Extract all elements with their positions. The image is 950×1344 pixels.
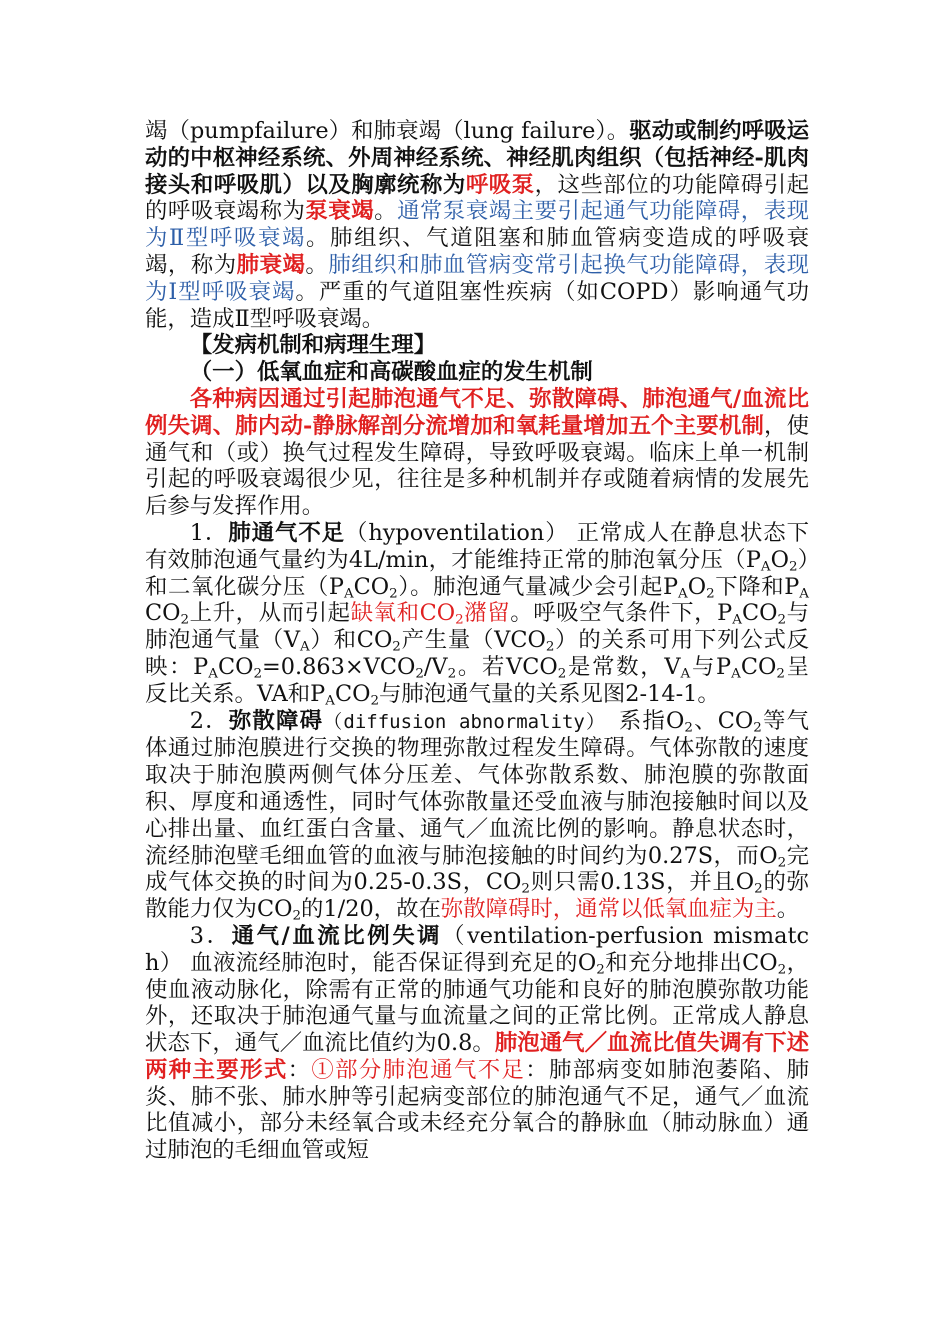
highlight-diffusion: 弥散障碍时，通常以低氧血症为主 <box>440 896 777 923</box>
item-title: 肺通气不足 <box>228 519 345 546</box>
english-term: （diffusion abnormality） <box>323 710 619 733</box>
text: （hypoventilation） 正常成人在静息状态下有效肺泡通气量约为4L/min，才能维持正常的肺泡氧分压（P <box>145 519 809 573</box>
highlight-vq-forms: 肺泡通气／血流比值失调有下述两种主要形式 <box>145 1030 810 1083</box>
paragraph-mechanisms <box>145 386 809 520</box>
paragraph-diffusion: 2．弥散障碍（diffusion abnormality） 系指$O_2$、$CO_2$等气体通过肺泡膜进行交换的物理弥散过程发生障碍。气体弥散的速度取决于肺泡膜两侧气体分压差、气体弥散系数、肺泡膜的弥散面积、厚度和通透性，同时气体弥散量还受血液与肺泡接触时间以及心排出量、血红蛋白含量、通气／血流比例的影响。静息状态时，流经肺泡壁毛细血管的血液与肺泡接触的时间约为0.27S，而$O_2$完成气体交换的时间为0.25-0.3S，$CO_2$则只需0.13S，并且$O_2$的弥散能力仅为$CO_2$的1/20，故在弥散障碍时，通常以低氧血症为主。 <box>145 707 810 924</box>
item-number: 2． <box>189 707 229 734</box>
section-heading: 【发病机制和病理生理】 <box>189 332 437 359</box>
item-number: 1． <box>189 519 229 546</box>
highlight-pump-failure: 泵衰竭 <box>305 198 375 225</box>
subsection-heading: （一）低氧血症和高碳酸血症的发生机制 <box>189 359 593 386</box>
paragraph-pump-failure <box>145 118 809 332</box>
blue-note: 肺组织和肺血管病变常引起换气功能障碍，表现为Ⅰ型呼吸衰竭 <box>145 251 810 305</box>
item-title: 弥散障碍 <box>228 707 324 734</box>
highlight-lung-failure: 肺衰竭 <box>236 251 306 278</box>
item-title: 通气/血流比例失调 <box>231 922 443 949</box>
text: 。 <box>374 198 398 225</box>
highlight-five-mechanisms: 各种病因通过引起肺泡通气不足、弥散障碍、肺泡通气/血流比例失调、肺内动-静脉解剖分流增加和氧耗量增加五个主要机制 <box>145 385 809 439</box>
highlight-partial-hypoventilation: ①部分肺泡通气不足 <box>311 1056 526 1083</box>
item-number: 3． <box>189 922 232 949</box>
document-page <box>145 118 809 1164</box>
highlight-hypoxia-co2: 缺氧和$CO_2$潴留 <box>350 600 511 628</box>
text: 。严重的气道阻塞性疾病（如COPD）影响通气功能，造成Ⅱ型呼吸衰竭。 <box>145 278 809 332</box>
paragraph-vq-mismatch: 3．通气/血流比例失调（ventilation-perfusion mismatch） 血液流经肺泡时，能否保证得到充足的$O_2$和充分地排出$CO_2$，使血液动脉化，除需有正常的肺通气功能和良好的肺泡膜弥散功能外，还取决于肺泡通气量与血流量之间的正常比例。正常成人静息状态下，通气／血流比值约为0.8。肺泡通气／血流比值失调有下述两种主要形式：①部分肺泡通气不足：肺部病变如肺泡萎陷、肺炎、肺不张、肺水肿等引起病变部位的肺泡通气不足，通气／血流比值减小，部分未经氧合或未经充分氧合的静脉血（肺动脉血）通过肺泡的毛细血管或短 <box>145 922 810 1164</box>
paragraph-hypoventilation: 1．肺通气不足（hypoventilation） 正常成人在静息状态下有效肺泡通气量约为4L/min，才能维持正常的肺泡氧分压$(P_AO_2)$和二氧化碳分压$(P_ACO_2)$。肺泡通气量减少会引起$P_AO_2$下降和$P_ACO_2$上升，从而引起缺氧和$CO_2$潴留。呼吸空气条件下，$P_ACO_2$与肺泡通气量$(V_A)$和$CO_2$产生量$(VCO_2)$的关系可用下列公式反映：$P_ACO_2=0.863\times VCO_2/V_2$。若$VCO_2$是常数，$V_A$与$P_ACO_2$呈反比关系。VA和$P_ACO_2$与肺泡通气量的关系见图2-14-1。 <box>145 519 810 709</box>
text: 。肺组织、气道阻塞和肺血管病变造成的呼吸衰竭，称为 <box>145 225 810 278</box>
highlight-respiratory-pump: 呼吸泵 <box>465 171 535 198</box>
text: 竭（pumpfailure）和肺衰竭（lung failure）。 <box>145 118 630 144</box>
blue-note: 通常泵衰竭主要引起通气功能障碍，表现为Ⅱ型呼吸衰竭 <box>145 198 810 252</box>
text: ，使通气和（或）换气过程发生障碍，导致呼吸衰竭。临床上单一机制引起的呼吸衰竭很少见，往往是多种机制并存或随着病情的发展先后参与发挥作用。 <box>145 412 809 520</box>
emphasis-text: 驱动或制约呼吸运动的中枢神经系统、外周神经系统、神经肌肉组织（包括神经-肌肉接头和呼吸肌）以及胸廓统称为 <box>145 118 809 198</box>
text: 。 <box>305 251 329 278</box>
text: ，这些部位的功能障碍引起的呼吸衰竭称为 <box>145 171 810 225</box>
